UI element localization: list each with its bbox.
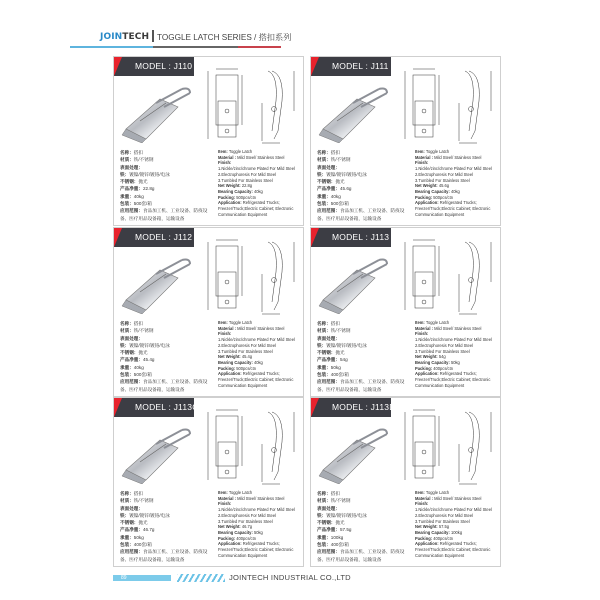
model-label: MODEL : J112 [114,228,194,247]
header-underline-red [238,46,281,48]
product-card-j113c [113,397,304,567]
model-label: MODEL : J111 [311,57,391,76]
spec-chinese: 名称：搭扣 材质：铁/不锈钢 表面处理： 铁：镀镍/镀锌/镀铬/电泳 不锈钢：抛光 产品净重：57.5g 承重：100kg 包装：400套/箱 应用范围：食品加工机、工业设备、防疫设备、医疗用品设备箱，运输设备 [317,491,405,562]
technical-drawing [399,61,499,145]
model-red-accent [114,57,122,76]
spec-english: Item: Toggle Latch Material : Mild Steel/ Stainless Steel Finish: 1.Nickle/zinc/chrome Plated For Mild Steel 2.Electrophoresis For Mild Steel 3.Tumbled For Stainless Steel Net Weight: 46.7g Bearing Capacity: 50kg Packing: 400pcs/ctn Application: Refrigerated Trucks; Freezer/Truck;Electric Cabinet; Electronic Communication Equipment [218,490,295,558]
spec-chinese: 名称：搭扣 材质：铁/不锈钢 表面处理： 铁：镀镍/镀锌/镀铬/电泳 不锈钢：抛光 产品净重：45.4g 承重：40kg 包装：500套/箱 应用范围：食品加工机、工业设备、防疫设备、医疗用品设备箱，运输设备 [120,321,208,392]
page-number: 89 [113,575,171,581]
technical-drawing [399,402,499,486]
product-card-j113 [310,227,501,397]
technical-drawing [399,232,499,316]
spec-english: Item: Toggle Latch Material : Mild Steel/ Stainless Steel Finish: 1.Nickle/zinc/chrome Plated For Mild Steel 2.Electrophoresis For Mild Steel 3.Tumbled For Stainless Steel Net Weight: 22.8g Bearing Capacity: 40kg Packing: 500pcs/ctn Application: Refrigerated Trucks; Freezer/Truck;Electric Cabinet; Electronic Communication Equipment [218,149,295,217]
spec-english: Item: Toggle Latch Material : Mild Steel/ Stainless Steel Finish: 1.Nickle/zinc/chrome Plated For Mild Steel 2.Electrophoresis For Mild Steel 3.Tumbled For Stainless Steel Net Weight: 45.4g Bearing Capacity: 40kg Packing: 500pcs/ctn Application: Refrigerated Trucks; Freezer/Truck;Electric Cabinet; Electronic Communication Equipment [218,320,295,388]
product-card-j113d [310,397,501,567]
model-label: MODEL : J110 [114,57,194,76]
header-underline-blue [70,46,153,48]
model-label: MODEL : J113D [311,398,391,417]
model-label: MODEL : J113 [311,228,391,247]
model-label: MODEL : J113C [114,398,194,417]
series-title: TOGGLE LATCH SERIES / 搭扣系列 [157,33,292,42]
company-name: JOINTECH INDUSTRIAL CO.,LTD [229,573,351,582]
spec-chinese: 名称：搭扣 材质：铁/不锈钢 表面处理： 铁：镀镍/镀锌/镀铬/电泳 不锈钢：抛光 产品净重：46.7g 承重：50kg 包装：400套/箱 应用范围：食品加工机、工业设备、防疫设备、医疗用品设备箱，运输设备 [120,491,208,562]
spec-english: Item: Toggle Latch Material : Mild Steel/ Stainless Steel Finish: 1.Nickle/zinc/chrome Plated For Mild Steel 2.Electrophoresis For Mild Steel 3.Tumbled For Stainless Steel Net Weight: 45.6g Bearing Capacity: 40kg Packing: 500pcs/ctn Application: Refrigerated Trucks; Freezer/Truck;Electric Cabinet; Electronic Communication Equipment [415,149,492,217]
spec-chinese: 名称：搭扣 材质：铁/不锈钢 表面处理： 铁：镀镍/镀锌/镀铬/电泳 不锈钢：抛光 产品净重：22.8g 承重：40kg 包装：500套/箱 应用范围：食品加工机、工业设备、防疫设备、医疗用品设备箱，运输设备 [120,150,208,221]
latch-product-photo [120,252,200,314]
header-divider [152,30,154,42]
latch-product-photo [120,81,200,143]
page-footer [113,573,413,583]
spec-chinese: 名称：搭扣 材质：铁/不锈钢 表面处理： 铁：镀镍/镀锌/镀铬/电泳 不锈钢：抛光 产品净重：54g 承重：50kg 包装：400套/箱 应用范围：食品加工机、工业设备、防疫设备、医疗用品设备箱，运输设备 [317,321,405,392]
product-card-j112 [113,227,304,397]
spec-english: Item: Toggle Latch Material : Mild Steel/ Stainless Steel Finish: 1.Nickle/zinc/chrome Plated For Mild Steel 2.Electrophoresis For Mild Steel 3.Tumbled For Stainless Steel Net Weight: 57.5g Bearing Capacity: 100kg Packing: 400pcs/ctn Application: Refrigerated Trucks; Freezer/Truck;Electric Cabinet; Electronic Communication Equipment [415,490,492,558]
technical-drawing [202,61,302,145]
latch-product-photo [317,81,397,143]
page-header [70,28,326,48]
footer-stripes [177,574,225,582]
technical-drawing [202,232,302,316]
latch-product-photo [317,252,397,314]
product-card-j111 [310,56,501,226]
product-card-j110 [113,56,304,226]
brand-logo: JOINTECH [100,32,150,42]
technical-drawing [202,402,302,486]
spec-chinese: 名称：搭扣 材质：铁/不锈钢 表面处理： 铁：镀镍/镀锌/镀铬/电泳 不锈钢：抛光 产品净重：45.6g 承重：40kg 包装：500套/箱 应用范围：食品加工机、工业设备、防疫设备、医疗用品设备箱，运输设备 [317,150,405,221]
latch-product-photo [317,422,397,484]
spec-english: Item: Toggle Latch Material : Mild Steel/ Stainless Steel Finish: 1.Nickle/zinc/chrome Plated For Mild Steel 2.Electrophoresis For Mild Steel 3.Tumbled For Stainless Steel Net Weight: 54g Bearing Capacity: 50kg Packing: 400pcs/ctn Application: Refrigerated Trucks; Freezer/Truck;Electric Cabinet; Electronic Communication Equipment [415,320,492,388]
latch-product-photo [120,422,200,484]
header-underline-gray [153,46,238,48]
